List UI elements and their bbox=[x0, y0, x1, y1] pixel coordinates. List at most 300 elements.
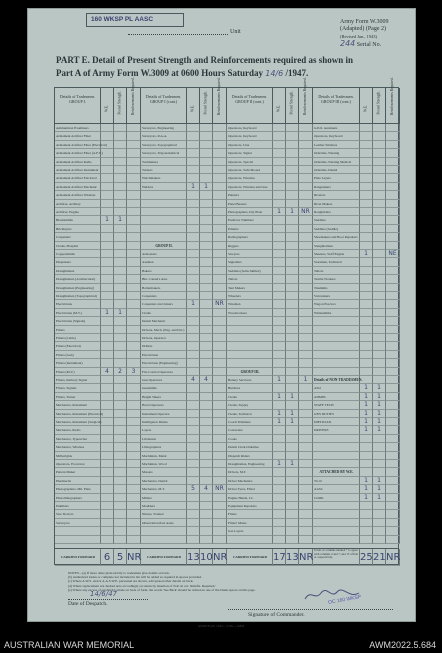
strength-value bbox=[127, 460, 141, 468]
unit-label: Unit bbox=[230, 29, 241, 35]
strength-value: 1 bbox=[373, 418, 386, 426]
title-year: /1947. bbox=[285, 68, 309, 78]
strength-value bbox=[101, 317, 114, 325]
strength-value bbox=[213, 141, 227, 149]
strength-value bbox=[200, 435, 213, 443]
trade-name: Sawyers bbox=[227, 250, 273, 258]
strength-value bbox=[187, 536, 200, 544]
strength-value bbox=[360, 326, 373, 334]
trade-name: TG II bbox=[313, 477, 360, 485]
strength-value bbox=[373, 510, 386, 518]
strength-value: 1 bbox=[373, 393, 386, 401]
strength-value bbox=[187, 426, 200, 434]
strength-value bbox=[299, 510, 313, 518]
trade-name bbox=[313, 359, 360, 367]
strength-value bbox=[286, 326, 299, 334]
table-row bbox=[55, 477, 398, 485]
strength-value bbox=[101, 334, 114, 342]
strength-value bbox=[213, 536, 227, 544]
column-header-posted bbox=[286, 88, 299, 124]
strength-value bbox=[213, 401, 227, 409]
strength-value bbox=[386, 502, 400, 510]
strength-value bbox=[114, 132, 127, 140]
strength-value bbox=[299, 418, 313, 426]
trade-name: Leather Stitchers bbox=[313, 141, 360, 149]
strength-value: 1 bbox=[187, 300, 200, 308]
strength-value bbox=[299, 267, 313, 275]
trade-name: Draughtsmen bbox=[55, 267, 101, 275]
strength-value bbox=[386, 284, 400, 292]
trade-name: Operators, Keyboard bbox=[227, 132, 273, 140]
note-line: (d) Where replacement not desired note accordingly on return by insertion of N.R. in col. 'Reinfts. Required.' bbox=[68, 583, 216, 588]
strength-value bbox=[114, 342, 127, 350]
strength-value bbox=[114, 485, 127, 493]
strength-value bbox=[360, 200, 373, 208]
date-of-despatch bbox=[68, 590, 117, 607]
trade-name: Fitters, Railway Signal bbox=[55, 376, 101, 384]
strength-value bbox=[213, 166, 227, 174]
strength-value bbox=[187, 216, 200, 224]
strength-value bbox=[114, 174, 127, 182]
trade-name: Operators, Wireless bbox=[227, 174, 273, 182]
trade-name: Photolithographers bbox=[55, 494, 101, 502]
strength-value bbox=[200, 292, 213, 300]
trade-name: Panel Beaters bbox=[227, 200, 273, 208]
strength-value bbox=[286, 359, 299, 367]
strength-value bbox=[299, 502, 313, 510]
strength-value bbox=[299, 460, 313, 468]
strength-value bbox=[127, 527, 141, 535]
strength-value bbox=[299, 242, 313, 250]
strength-value bbox=[114, 166, 127, 174]
strength-value bbox=[273, 216, 286, 224]
total-value: 17 bbox=[273, 549, 286, 566]
strength-value: 5 bbox=[187, 485, 200, 493]
strength-value bbox=[200, 359, 213, 367]
strength-value bbox=[360, 368, 373, 376]
trade-name: Clerks, Hospital bbox=[55, 242, 101, 250]
strength-value bbox=[114, 158, 127, 166]
strength-value bbox=[360, 519, 373, 527]
strength-value bbox=[373, 359, 386, 367]
strength-value bbox=[101, 158, 114, 166]
strength-value bbox=[114, 225, 127, 233]
strength-value bbox=[286, 267, 299, 275]
strength-value bbox=[213, 393, 227, 401]
trade-name: Saddlers bbox=[313, 216, 360, 224]
trade-name: Dispatch Riders bbox=[227, 452, 273, 460]
strength-value bbox=[386, 174, 400, 182]
strength-value bbox=[213, 468, 227, 476]
column-header-text: W.E. bbox=[363, 104, 368, 113]
strength-value bbox=[273, 334, 286, 342]
column-header-text: Posted Strength. bbox=[289, 90, 294, 115]
strength-value bbox=[200, 141, 213, 149]
table-row bbox=[55, 334, 398, 342]
table-row bbox=[55, 393, 398, 401]
trade-name: Draughtsmen (Engineering) bbox=[55, 284, 101, 292]
strength-value bbox=[101, 426, 114, 434]
strength-value bbox=[286, 485, 299, 493]
trade-name: Armament Artificer Instrument bbox=[55, 166, 101, 174]
strength-value bbox=[360, 460, 373, 468]
column-header-we bbox=[360, 88, 373, 124]
strength-value bbox=[299, 300, 313, 308]
strength-value bbox=[386, 208, 400, 216]
column-header-text: Reinforcements Required. bbox=[303, 77, 307, 115]
strength-value bbox=[187, 158, 200, 166]
strength-value bbox=[386, 452, 400, 460]
strength-value bbox=[273, 166, 286, 174]
strength-value: 1 bbox=[273, 376, 286, 384]
strength-value bbox=[299, 132, 313, 140]
strength-value bbox=[299, 342, 313, 350]
strength-value bbox=[187, 250, 200, 258]
strength-value: 1 bbox=[373, 477, 386, 485]
column-header-we bbox=[187, 88, 200, 124]
strength-value bbox=[101, 191, 114, 199]
trade-name bbox=[313, 317, 360, 325]
strength-value bbox=[127, 191, 141, 199]
strength-value bbox=[273, 225, 286, 233]
strength-value bbox=[187, 166, 200, 174]
strength-value bbox=[200, 233, 213, 241]
strength-value: 1 bbox=[373, 494, 386, 502]
strength-value bbox=[127, 216, 141, 224]
strength-value bbox=[286, 468, 299, 476]
form-title-line1: PART E. Detail of Present Strength and Reinforcements required as shown in bbox=[56, 55, 354, 65]
strength-value bbox=[386, 258, 400, 266]
trade-name: Clerks, Technical bbox=[227, 410, 273, 418]
trade-name: Fitters (Electrical) bbox=[55, 342, 101, 350]
table-row bbox=[55, 527, 398, 535]
strength-value: 4 bbox=[187, 376, 200, 384]
strength-value: 2 bbox=[114, 368, 127, 376]
strength-value bbox=[286, 174, 299, 182]
table-row bbox=[55, 275, 398, 283]
strength-value: 1 bbox=[273, 208, 286, 216]
strength-value bbox=[373, 149, 386, 157]
strength-value bbox=[114, 267, 127, 275]
trade-name: Electricians bbox=[141, 351, 187, 359]
table-row bbox=[55, 494, 398, 502]
trade-name: Operators, Signal bbox=[227, 149, 273, 157]
strength-value bbox=[386, 191, 400, 199]
strength-value bbox=[386, 334, 400, 342]
trade-name: Artificer, Engine bbox=[55, 208, 101, 216]
strength-value bbox=[213, 443, 227, 451]
strength-value bbox=[200, 502, 213, 510]
strength-value bbox=[187, 510, 200, 518]
strength-value bbox=[386, 443, 400, 451]
strength-value bbox=[213, 376, 227, 384]
trade-name: Equipment Repairers bbox=[227, 502, 273, 510]
table-row bbox=[55, 519, 398, 527]
strength-value: 4 bbox=[200, 485, 213, 493]
strength-value bbox=[299, 536, 313, 544]
table-row bbox=[55, 435, 398, 443]
column-header-we bbox=[273, 88, 286, 124]
trade-name: Hotel Operators bbox=[141, 401, 187, 409]
strength-value bbox=[213, 258, 227, 266]
strength-value bbox=[127, 284, 141, 292]
strength-value bbox=[273, 435, 286, 443]
trade-name: Operators, Line bbox=[227, 141, 273, 149]
strength-value bbox=[127, 342, 141, 350]
strength-value bbox=[200, 216, 213, 224]
strength-value bbox=[386, 216, 400, 224]
strength-value bbox=[273, 401, 286, 409]
strength-value bbox=[114, 326, 127, 334]
strength-value bbox=[213, 510, 227, 518]
trade-name bbox=[141, 233, 187, 241]
strength-value bbox=[127, 250, 141, 258]
strength-value bbox=[200, 132, 213, 140]
strength-value bbox=[200, 477, 213, 485]
strength-value bbox=[200, 494, 213, 502]
strength-value bbox=[273, 342, 286, 350]
column-header-text: W.E. bbox=[190, 104, 195, 113]
strength-value bbox=[114, 275, 127, 283]
column-header-details: Details of Tradesmen. GROUP I. bbox=[55, 88, 101, 124]
strength-value bbox=[114, 292, 127, 300]
strength-value bbox=[213, 275, 227, 283]
strength-value bbox=[386, 132, 400, 140]
strength-value bbox=[114, 351, 127, 359]
strength-value bbox=[200, 242, 213, 250]
strength-value bbox=[273, 527, 286, 535]
strength-value bbox=[299, 250, 313, 258]
strength-value bbox=[101, 233, 114, 241]
strength-value bbox=[101, 510, 114, 518]
trade-name: Mechanics, Radio bbox=[55, 426, 101, 434]
strength-value bbox=[299, 275, 313, 283]
trade-name: Bakers bbox=[141, 267, 187, 275]
strength-value bbox=[373, 258, 386, 266]
strength-value bbox=[187, 468, 200, 476]
strength-value bbox=[127, 393, 141, 401]
trade-name: Electricians bbox=[55, 300, 101, 308]
column-header-reinforcements bbox=[213, 77, 227, 124]
strength-value bbox=[286, 342, 299, 350]
strength-value bbox=[127, 300, 141, 308]
strength-value bbox=[213, 183, 227, 191]
strength-value bbox=[187, 149, 200, 157]
trade-name: Photographers, Dry Plate bbox=[227, 208, 273, 216]
trade-name: Watchmakers bbox=[141, 174, 187, 182]
trade-name bbox=[141, 225, 187, 233]
strength-value bbox=[101, 208, 114, 216]
strength-value bbox=[213, 317, 227, 325]
trade-name bbox=[227, 342, 273, 350]
strength-value bbox=[360, 452, 373, 460]
strength-value bbox=[360, 527, 373, 535]
strength-value bbox=[213, 124, 227, 132]
strength-value bbox=[360, 233, 373, 241]
trade-name: Armament Artificer Mechanic bbox=[55, 183, 101, 191]
strength-value bbox=[286, 351, 299, 359]
trade-name: Storemen, Technical bbox=[313, 258, 360, 266]
strength-value bbox=[373, 250, 386, 258]
strength-value bbox=[187, 191, 200, 199]
strength-value bbox=[373, 242, 386, 250]
strength-value bbox=[360, 141, 373, 149]
total-value: 25 bbox=[360, 549, 373, 566]
strength-value bbox=[127, 510, 141, 518]
trade-name: Shoemakers and Boot Repairers bbox=[313, 233, 360, 241]
strength-value bbox=[386, 376, 400, 384]
strength-value: 1 bbox=[200, 183, 213, 191]
strength-value bbox=[101, 401, 114, 409]
column-header-text: Posted Strength. bbox=[203, 90, 208, 115]
strength-value bbox=[101, 166, 114, 174]
column-header-text: W.E. bbox=[104, 104, 109, 113]
strength-value bbox=[299, 393, 313, 401]
trade-name: Electricians (M.V.) bbox=[55, 309, 101, 317]
strength-value bbox=[213, 233, 227, 241]
strength-value bbox=[386, 317, 400, 325]
strength-value bbox=[114, 208, 127, 216]
strength-value bbox=[114, 149, 127, 157]
strength-value bbox=[299, 258, 313, 266]
strength-value bbox=[114, 250, 127, 258]
strength-value bbox=[273, 300, 286, 308]
strength-value bbox=[187, 410, 200, 418]
strength-value bbox=[213, 418, 227, 426]
strength-value bbox=[386, 233, 400, 241]
strength-value bbox=[273, 351, 286, 359]
trade-name bbox=[313, 435, 360, 443]
strength-value bbox=[213, 342, 227, 350]
strength-value bbox=[299, 233, 313, 241]
strength-value bbox=[187, 334, 200, 342]
strength-value bbox=[101, 242, 114, 250]
strength-value bbox=[386, 494, 400, 502]
strength-value: 1 bbox=[101, 309, 114, 317]
strength-value bbox=[273, 242, 286, 250]
strength-value bbox=[373, 468, 386, 476]
strength-value bbox=[373, 460, 386, 468]
trade-name: DRIVERS bbox=[313, 426, 360, 434]
strength-value bbox=[187, 452, 200, 460]
trade-name: Predictor Numbers bbox=[227, 216, 273, 224]
strength-value bbox=[114, 418, 127, 426]
strength-value bbox=[286, 510, 299, 518]
strength-value bbox=[101, 267, 114, 275]
trade-name: Operators, Keyboard bbox=[227, 124, 273, 132]
strength-value bbox=[101, 410, 114, 418]
trade-name: Artificer, Artillery bbox=[55, 200, 101, 208]
strength-value bbox=[286, 452, 299, 460]
unit-stamp: 160 WKSP PL AASC bbox=[91, 16, 154, 23]
serial-label: Serial No. bbox=[356, 42, 382, 48]
strength-value bbox=[127, 502, 141, 510]
strength-value bbox=[273, 326, 286, 334]
trade-name: Carpenters and Joiners bbox=[141, 300, 187, 308]
strength-value bbox=[299, 519, 313, 527]
strength-value bbox=[101, 183, 114, 191]
strength-value bbox=[200, 317, 213, 325]
trade-name: Coppersmiths bbox=[55, 250, 101, 258]
strength-value bbox=[127, 443, 141, 451]
strength-value bbox=[286, 141, 299, 149]
trade-name bbox=[227, 326, 273, 334]
form-title-line2 bbox=[56, 68, 308, 78]
trade-name: Surveyors, Trigonometrical bbox=[141, 149, 187, 157]
table-row bbox=[55, 376, 398, 384]
strength-value bbox=[360, 267, 373, 275]
strength-value bbox=[114, 510, 127, 518]
trade-name: Orderlies, Nursing bbox=[313, 149, 360, 157]
carried-forward-label: CARRIED FORWARD bbox=[55, 549, 101, 566]
strength-value bbox=[187, 342, 200, 350]
strength-value bbox=[200, 443, 213, 451]
strength-value: 1 bbox=[286, 208, 299, 216]
trade-name bbox=[313, 368, 360, 376]
strength-value bbox=[187, 443, 200, 451]
strength-value bbox=[299, 309, 313, 317]
strength-value bbox=[114, 300, 127, 308]
strength-value: 1 bbox=[373, 384, 386, 392]
strength-value bbox=[273, 174, 286, 182]
total-value: NR bbox=[213, 549, 227, 566]
strength-value bbox=[101, 393, 114, 401]
trade-name: Nurses, Trained bbox=[141, 510, 187, 518]
strength-value bbox=[114, 502, 127, 510]
trade-name: Fitters (M.V.) bbox=[55, 368, 101, 376]
column-header-text: Reinforcements Required. bbox=[217, 77, 221, 115]
strength-value bbox=[360, 510, 373, 518]
strength-value bbox=[213, 435, 227, 443]
strength-value bbox=[127, 141, 141, 149]
trade-name bbox=[141, 200, 187, 208]
strength-value bbox=[386, 485, 400, 493]
strength-value bbox=[360, 132, 373, 140]
trade-name: Welders bbox=[141, 183, 187, 191]
strength-value bbox=[360, 275, 373, 283]
strength-value bbox=[127, 519, 141, 527]
strength-value bbox=[127, 200, 141, 208]
strength-value bbox=[286, 124, 299, 132]
strength-value bbox=[386, 435, 400, 443]
strength-value bbox=[200, 258, 213, 266]
strength-value bbox=[299, 494, 313, 502]
strength-value bbox=[273, 443, 286, 451]
trade-name: Operators, Special bbox=[227, 158, 273, 166]
strength-value bbox=[200, 452, 213, 460]
strength-value bbox=[299, 401, 313, 409]
strength-value bbox=[386, 200, 400, 208]
strength-value bbox=[373, 452, 386, 460]
strength-value bbox=[101, 376, 114, 384]
strength-value bbox=[373, 342, 386, 350]
table-row bbox=[55, 149, 398, 157]
strength-value bbox=[286, 527, 299, 535]
strength-value bbox=[101, 452, 114, 460]
strength-value bbox=[299, 292, 313, 300]
strength-value bbox=[187, 401, 200, 409]
form-adapted: (Adapted) (Page 2) bbox=[340, 26, 386, 32]
column-header-text: W.E. bbox=[276, 104, 281, 113]
strength-value: 1 bbox=[360, 418, 373, 426]
trade-name: Wheelers bbox=[227, 292, 273, 300]
strength-value: 3 bbox=[127, 368, 141, 376]
trade-name: Armament Artificer Fitter (Electrical) bbox=[55, 141, 101, 149]
strength-value bbox=[286, 368, 299, 376]
commander-stamp: OC 160 WKSP bbox=[327, 594, 362, 606]
trade-name: Surveyors bbox=[55, 519, 101, 527]
trade-name: Fitters (Cable) bbox=[55, 334, 101, 342]
